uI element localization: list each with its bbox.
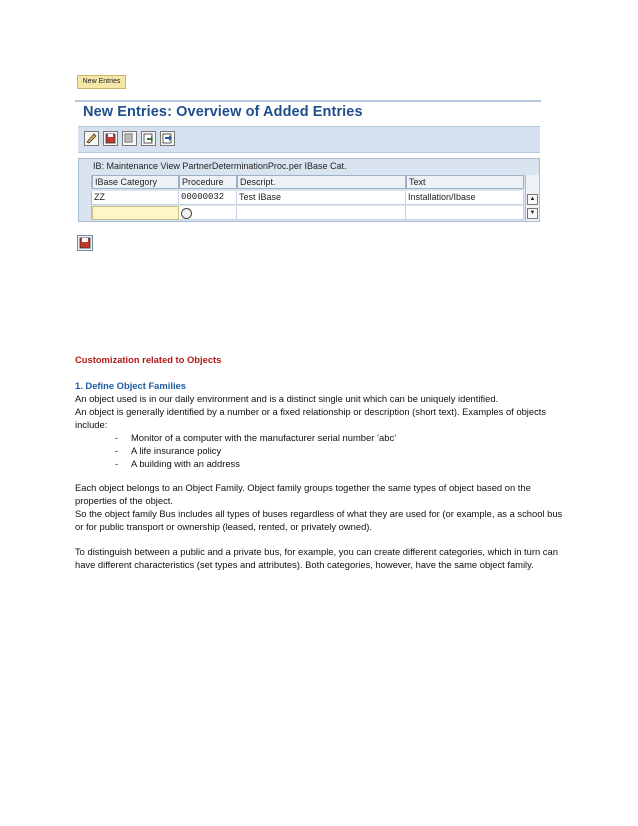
list-item-text: A life insurance policy (131, 444, 222, 456)
paragraph: So the object family Bus includes all types of buses regardless of what they are used for (or example, as a school bus or for public transport or ownership (leased, rented, or privately owned). (75, 508, 563, 532)
table-cell[interactable]: Installation/Ibase (406, 191, 524, 205)
scroll-up-icon[interactable]: ▲ (527, 194, 538, 205)
copy-icon[interactable] (122, 131, 137, 146)
value-help-icon[interactable] (181, 208, 192, 219)
ibase-category-input[interactable] (92, 206, 179, 220)
row-selector[interactable] (79, 206, 92, 220)
table-cell[interactable]: Test IBase (237, 191, 406, 205)
scroll-down-icon[interactable]: ▼ (527, 208, 538, 219)
column-header[interactable]: Procedure (179, 175, 237, 189)
edit-icon[interactable] (84, 131, 99, 146)
maintenance-table (78, 158, 540, 222)
column-header[interactable]: Descript. (237, 175, 406, 189)
table-cell[interactable]: ZZ (92, 191, 179, 205)
subsection-title: 1. Define Object Families (75, 380, 186, 391)
list-item-text: Monitor of a computer with the manufacturer serial number ‘abc’ (131, 432, 397, 443)
paragraph: An object used is in our daily environment and is a distinct single unit which can be uniquely identified. (75, 393, 499, 404)
bullet-list (75, 432, 565, 471)
import-icon[interactable] (141, 131, 156, 146)
table-caption: IB: Maintenance View PartnerDeterminationProc.per IBase Cat. (93, 161, 347, 171)
application-toolbar (78, 126, 540, 153)
save-icon[interactable] (103, 131, 118, 146)
title-divider (75, 100, 541, 102)
paragraph: An object is generally identified by a number or a fixed relationship or description (short text). Examples of objects include: (75, 406, 547, 430)
page-title: New Entries: Overview of Added Entries (83, 104, 363, 120)
vertical-scrollbar[interactable] (525, 175, 539, 221)
list-item: - A building with an address (115, 457, 240, 469)
section-title: Customization related to Objects (75, 354, 222, 365)
list-item: - A life insurance policy (115, 444, 222, 456)
column-header[interactable]: Text (406, 175, 524, 189)
row-selector-header (79, 175, 92, 189)
paragraph: To distinguish between a public and a private bus, for example, you can create different categories, which in turn can have different characteristics (set types and attributes). Both categories, however, have the same object family. (75, 546, 558, 570)
row-selector[interactable] (79, 191, 92, 205)
new-entries-button[interactable]: New Entries (77, 75, 126, 89)
paragraph: Each object belongs to an Object Family. Object family groups together the same types of object based on the properties of the object. (75, 482, 531, 506)
table-cell (406, 206, 524, 220)
column-header[interactable]: IBase Category (92, 175, 179, 189)
table-cell (237, 206, 406, 220)
save-icon[interactable] (77, 235, 93, 251)
list-item: - Monitor of a computer with the manufacturer serial number ‘abc’ (115, 432, 397, 443)
table-cell[interactable]: 00000032 (179, 191, 237, 205)
export-icon[interactable] (160, 131, 175, 146)
list-item-text: A building with an address (131, 457, 240, 469)
